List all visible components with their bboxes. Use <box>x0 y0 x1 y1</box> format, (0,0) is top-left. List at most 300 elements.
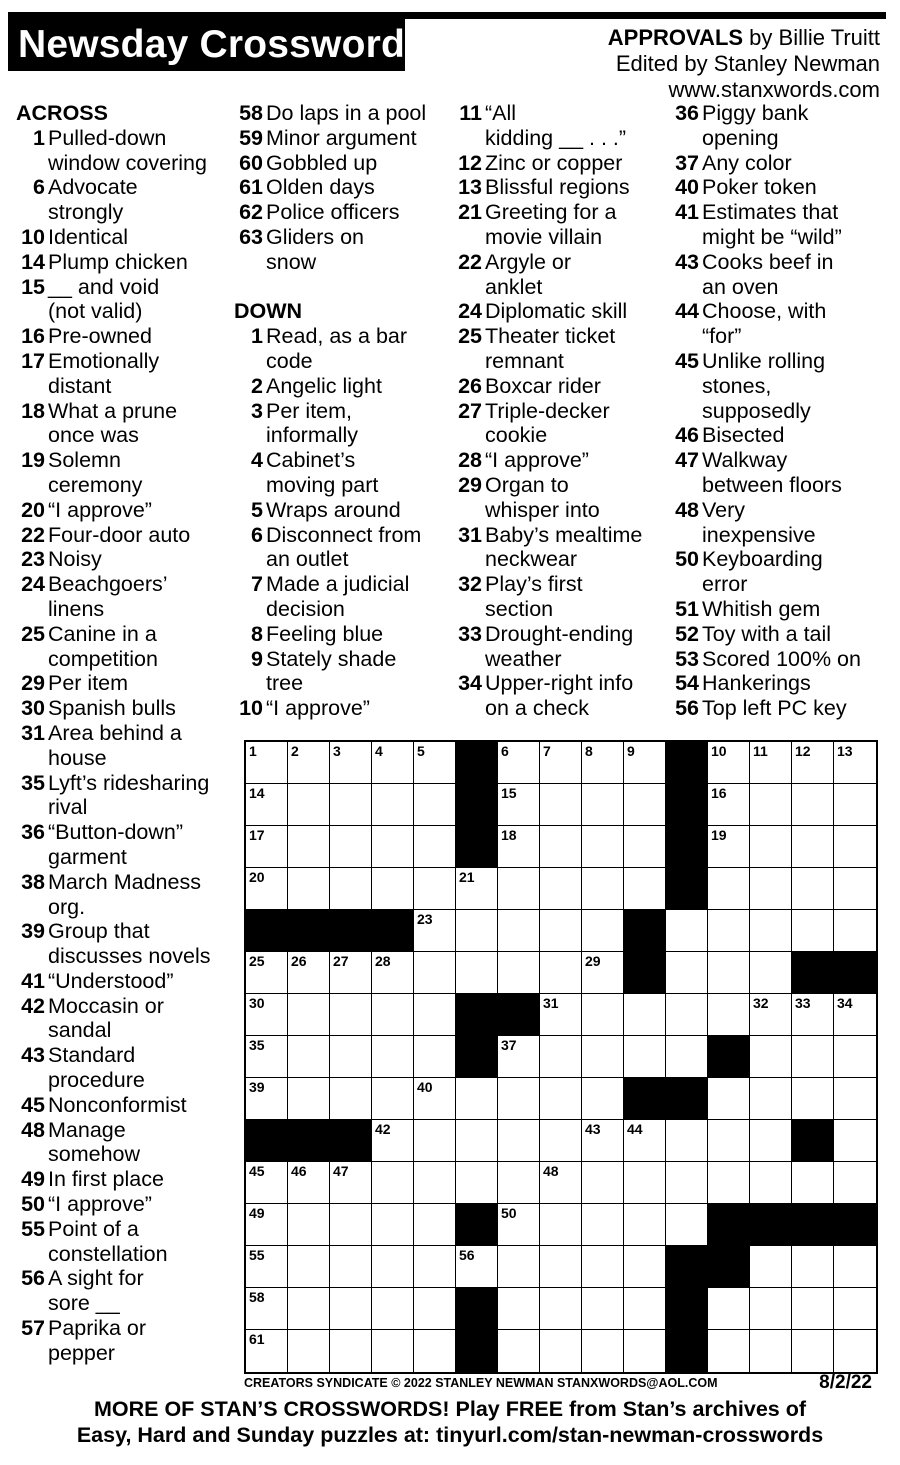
grid-cell[interactable] <box>330 1288 372 1330</box>
grid-cell[interactable] <box>372 868 414 910</box>
grid-cell[interactable] <box>288 742 330 784</box>
grid-cell[interactable] <box>540 1162 582 1204</box>
grid-cell[interactable] <box>372 1120 414 1162</box>
grid-cell[interactable] <box>414 1162 456 1204</box>
grid-cell[interactable] <box>582 1288 624 1330</box>
grid-cell[interactable] <box>750 994 792 1036</box>
cell-number: 57 <box>669 1247 685 1263</box>
black-square <box>708 1036 750 1078</box>
down-clue <box>668 448 888 498</box>
grid-cell[interactable] <box>792 784 834 826</box>
black-square <box>792 1204 834 1246</box>
grid-cell[interactable] <box>540 784 582 826</box>
grid-cell[interactable] <box>330 784 372 826</box>
grid-cell[interactable] <box>498 952 540 994</box>
down-clue <box>232 448 452 498</box>
grid-cell[interactable] <box>246 742 288 784</box>
cell-number: 5 <box>417 743 425 759</box>
across-clue <box>232 175 452 200</box>
clue-text: Any color <box>702 150 792 175</box>
black-square <box>330 1120 372 1162</box>
footer-line-2: Easy, Hard and Sunday puzzles at: tinyurl.com/stan-newman-crosswords <box>76 1423 824 1447</box>
grid-cell[interactable] <box>246 1036 288 1078</box>
grid-cell[interactable] <box>624 742 666 784</box>
grid-cell[interactable] <box>708 1120 750 1162</box>
grid-cell[interactable] <box>372 1036 414 1078</box>
grid-cell[interactable] <box>456 1246 498 1288</box>
across-clue <box>14 696 232 721</box>
clue-text: Theater ticket remnant <box>485 324 616 373</box>
grid-cell[interactable] <box>414 1288 456 1330</box>
down-clue <box>232 622 452 647</box>
across-clue <box>14 399 232 449</box>
grid-cell[interactable] <box>456 1162 498 1204</box>
grid-cell[interactable] <box>414 1078 456 1120</box>
grid-cell[interactable] <box>834 994 876 1036</box>
grid-cell[interactable] <box>330 1330 372 1372</box>
across-clue <box>14 324 232 349</box>
grid-cell[interactable] <box>330 826 372 868</box>
grid-cell[interactable] <box>414 1204 456 1246</box>
grid-cell[interactable] <box>288 952 330 994</box>
down-clue <box>451 671 671 721</box>
grid-cell[interactable] <box>540 1330 582 1372</box>
grid-cell[interactable] <box>414 784 456 826</box>
grid-cell[interactable] <box>414 1246 456 1288</box>
grid-cell[interactable] <box>750 1288 792 1330</box>
down-clue <box>668 175 888 200</box>
grid-cell[interactable] <box>750 1246 792 1288</box>
clue-text: Plump chicken <box>48 249 188 274</box>
grid-cell[interactable] <box>372 1204 414 1246</box>
grid-cell[interactable] <box>246 826 288 868</box>
grid-cell[interactable] <box>372 1078 414 1120</box>
clue-number: 48 <box>21 1117 45 1142</box>
grid-cell[interactable] <box>498 1330 540 1372</box>
black-square <box>834 1204 876 1246</box>
grid-cell[interactable] <box>246 1246 288 1288</box>
clue-number: 43 <box>21 1043 45 1068</box>
cell-number: 41 <box>669 1079 685 1095</box>
grid-cell[interactable] <box>414 742 456 784</box>
grid-cell[interactable] <box>834 826 876 868</box>
grid-cell[interactable] <box>456 910 498 952</box>
clue-number: 7 <box>251 572 263 597</box>
grid-cell[interactable] <box>792 1246 834 1288</box>
grid-cell[interactable] <box>708 1330 750 1372</box>
clue-text: Walkway between floors <box>702 448 842 497</box>
clue-text: Emotionally distant <box>48 348 160 398</box>
black-square <box>708 1204 750 1246</box>
cell-number: 33 <box>795 995 811 1011</box>
grid-cell[interactable] <box>666 994 708 1036</box>
grid-cell[interactable] <box>834 1036 876 1078</box>
grid-cell[interactable] <box>624 1288 666 1330</box>
grid-cell[interactable] <box>792 1036 834 1078</box>
grid-cell[interactable] <box>540 742 582 784</box>
grid-cell[interactable] <box>708 910 750 952</box>
clue-number: 12 <box>458 150 482 175</box>
grid-cell[interactable] <box>750 1120 792 1162</box>
clue-text: Whitish gem <box>702 596 821 621</box>
grid-cell[interactable] <box>834 910 876 952</box>
grid-cell[interactable] <box>582 1036 624 1078</box>
black-square <box>834 952 876 994</box>
grid-cell[interactable] <box>372 742 414 784</box>
down-clue <box>668 622 888 647</box>
grid-cell[interactable] <box>246 784 288 826</box>
grid-cell[interactable] <box>708 994 750 1036</box>
clue-text: Police officers <box>266 200 400 225</box>
clue-number: 55 <box>21 1216 45 1241</box>
grid-cell[interactable] <box>540 910 582 952</box>
grid-cell[interactable] <box>288 868 330 910</box>
grid-cell[interactable] <box>372 1246 414 1288</box>
down-clue <box>668 200 888 250</box>
grid-cell[interactable] <box>246 952 288 994</box>
clue-text: __ and void (not valid) <box>48 274 160 324</box>
cell-number: 7 <box>543 743 551 759</box>
grid-cell[interactable] <box>792 910 834 952</box>
grid-cell[interactable] <box>582 910 624 952</box>
grid-cell[interactable] <box>792 1162 834 1204</box>
grid-cell[interactable] <box>792 826 834 868</box>
clue-text: Spanish bulls <box>48 696 176 721</box>
cell-number: 8 <box>585 743 593 759</box>
grid-cell[interactable] <box>498 910 540 952</box>
cell-number: 39 <box>249 1079 265 1095</box>
clue-number: 24 <box>458 299 482 324</box>
clue-text: A sight for sore __ <box>48 1266 144 1316</box>
grid-cell[interactable] <box>498 1120 540 1162</box>
down-clue <box>232 647 452 697</box>
grid-cell[interactable] <box>246 1330 288 1372</box>
grid-cell[interactable] <box>414 994 456 1036</box>
grid-cell[interactable] <box>498 784 540 826</box>
grid-cell[interactable] <box>498 1204 540 1246</box>
clue-number: 29 <box>458 472 482 497</box>
grid-cell[interactable] <box>330 952 372 994</box>
grid-cell[interactable] <box>708 784 750 826</box>
grid-cell[interactable] <box>624 1246 666 1288</box>
grid-cell[interactable] <box>540 1078 582 1120</box>
grid-cell[interactable] <box>666 1162 708 1204</box>
grid-cell[interactable] <box>708 826 750 868</box>
grid-cell[interactable] <box>666 952 708 994</box>
grid-cell[interactable] <box>414 1330 456 1372</box>
down-clue <box>451 572 671 622</box>
clue-text: “Button-down” garment <box>48 820 184 869</box>
black-square <box>456 1330 498 1372</box>
grid-cell[interactable] <box>792 742 834 784</box>
grid-cell[interactable] <box>540 1036 582 1078</box>
grid-cell[interactable] <box>330 868 372 910</box>
clue-text: Do laps in a pool <box>266 101 427 125</box>
cell-number: 18 <box>501 827 517 843</box>
grid-cell[interactable] <box>582 1204 624 1246</box>
grid-cell[interactable] <box>456 1078 498 1120</box>
grid-cell[interactable] <box>288 1036 330 1078</box>
down-clue <box>451 175 671 200</box>
grid-cell[interactable] <box>288 826 330 868</box>
grid-cell[interactable] <box>708 1078 750 1120</box>
grid-cell[interactable] <box>330 994 372 1036</box>
grid-cell[interactable] <box>582 826 624 868</box>
clue-text: Piggy bank opening <box>702 101 809 150</box>
across-clue <box>14 349 232 399</box>
clue-text: Moccasin or sandal <box>48 993 164 1043</box>
cell-number: 35 <box>249 1037 265 1053</box>
grid-cell[interactable] <box>288 1204 330 1246</box>
grid-cell[interactable] <box>414 868 456 910</box>
grid-cell[interactable] <box>246 1288 288 1330</box>
clue-number: 42 <box>21 993 45 1018</box>
grid-cell[interactable] <box>330 1246 372 1288</box>
grid-cell[interactable] <box>540 994 582 1036</box>
grid-cell[interactable] <box>792 1288 834 1330</box>
cell-number: 4 <box>375 743 383 759</box>
grid-cell[interactable] <box>834 868 876 910</box>
grid-cell[interactable] <box>540 1120 582 1162</box>
grid-cell[interactable] <box>498 1246 540 1288</box>
grid-cell[interactable] <box>456 952 498 994</box>
grid-cell[interactable] <box>456 868 498 910</box>
grid-cell[interactable] <box>498 826 540 868</box>
grid-cell[interactable] <box>750 910 792 952</box>
black-square <box>246 1120 288 1162</box>
grid-cell[interactable] <box>750 952 792 994</box>
clue-number: 25 <box>458 324 482 349</box>
grid-cell[interactable] <box>750 784 792 826</box>
clue-number: 41 <box>675 200 699 225</box>
grid-cell[interactable] <box>330 1036 372 1078</box>
grid-cell[interactable] <box>582 1078 624 1120</box>
grid-cell[interactable] <box>750 1036 792 1078</box>
grid-cell[interactable] <box>624 868 666 910</box>
cell-number: 44 <box>627 1121 643 1137</box>
grid-cell[interactable] <box>372 1162 414 1204</box>
grid-cell[interactable] <box>582 742 624 784</box>
grid-cell[interactable] <box>708 1162 750 1204</box>
grid-cell[interactable] <box>792 994 834 1036</box>
grid-cell[interactable] <box>792 868 834 910</box>
grid-cell[interactable] <box>834 1120 876 1162</box>
black-square <box>498 994 540 1036</box>
grid-cell[interactable] <box>624 994 666 1036</box>
grid-cell[interactable] <box>750 826 792 868</box>
cell-number: 31 <box>543 995 559 1011</box>
black-square <box>666 784 708 826</box>
website: www.stanxwords.com <box>668 77 880 102</box>
clue-number: 30 <box>21 696 45 721</box>
grid-cell[interactable] <box>750 1078 792 1120</box>
grid-cell[interactable] <box>708 742 750 784</box>
grid-cell[interactable] <box>792 1078 834 1120</box>
grid-cell[interactable] <box>330 1204 372 1246</box>
grid-cell[interactable] <box>246 994 288 1036</box>
clue-number: 16 <box>21 324 45 349</box>
grid-cell[interactable] <box>288 1246 330 1288</box>
clue-number: 17 <box>21 348 45 373</box>
grid-cell[interactable] <box>498 1036 540 1078</box>
grid-cell[interactable] <box>582 1330 624 1372</box>
puzzle-title-line <box>608 25 880 51</box>
grid-cell[interactable] <box>624 1204 666 1246</box>
clue-number: 31 <box>21 720 45 745</box>
grid-cell[interactable] <box>582 784 624 826</box>
grid-cell[interactable] <box>540 1204 582 1246</box>
grid-cell[interactable] <box>834 1162 876 1204</box>
grid-cell[interactable] <box>582 1120 624 1162</box>
grid-cell[interactable] <box>456 1120 498 1162</box>
grid-cell[interactable] <box>498 1162 540 1204</box>
grid-cell[interactable] <box>498 868 540 910</box>
grid-cell[interactable] <box>246 868 288 910</box>
grid-cell[interactable] <box>540 1246 582 1288</box>
grid-cell[interactable] <box>792 1330 834 1372</box>
grid-cell[interactable] <box>372 1288 414 1330</box>
grid-cell[interactable] <box>750 1330 792 1372</box>
grid-cell[interactable] <box>582 994 624 1036</box>
grid-cell[interactable] <box>540 868 582 910</box>
clue-text: Top left PC key <box>702 696 847 721</box>
grid-cell[interactable] <box>414 1036 456 1078</box>
down-clue <box>668 547 888 597</box>
black-square <box>666 1246 708 1288</box>
black-square <box>666 742 708 784</box>
grid-cell[interactable] <box>666 1204 708 1246</box>
across-clue <box>14 1043 232 1093</box>
cell-number: 29 <box>585 953 601 969</box>
cell-number: 43 <box>585 1121 601 1137</box>
clue-number: 37 <box>675 150 699 175</box>
grid-cell[interactable] <box>540 1288 582 1330</box>
grid-cell[interactable] <box>708 952 750 994</box>
across-clue <box>232 225 452 275</box>
grid-cell[interactable] <box>582 1162 624 1204</box>
grid-cell[interactable] <box>372 994 414 1036</box>
clue-text: Four-door auto <box>48 522 191 547</box>
clue-number: 48 <box>675 497 699 522</box>
down-clue <box>232 572 452 622</box>
grid-cell[interactable] <box>288 1078 330 1120</box>
grid-cell[interactable] <box>498 1078 540 1120</box>
grid-cell[interactable] <box>246 1204 288 1246</box>
grid-cell[interactable] <box>708 1288 750 1330</box>
clue-number: 2 <box>251 373 263 398</box>
clue-text: Unlike rolling stones, supposedly <box>702 348 826 423</box>
grid-cell[interactable] <box>708 868 750 910</box>
crossword-grid <box>244 740 878 1374</box>
grid-cell[interactable] <box>288 784 330 826</box>
clue-text: Blissful regions <box>485 175 630 200</box>
grid-cell[interactable] <box>540 826 582 868</box>
grid-cell[interactable] <box>624 784 666 826</box>
grid-cell[interactable] <box>624 1036 666 1078</box>
grid-cell[interactable] <box>624 1162 666 1204</box>
grid-cell[interactable] <box>414 910 456 952</box>
cell-number: 55 <box>249 1247 265 1263</box>
grid-cell[interactable] <box>288 1288 330 1330</box>
clue-text: Gliders on snow <box>266 224 364 274</box>
grid-cell[interactable] <box>834 742 876 784</box>
grid-cell[interactable] <box>582 1246 624 1288</box>
down-clue <box>668 423 888 448</box>
black-square <box>246 910 288 952</box>
cell-number: 1 <box>249 743 257 759</box>
black-square <box>456 1036 498 1078</box>
cell-number: 23 <box>417 911 433 927</box>
across-clue <box>14 721 232 771</box>
black-square <box>624 1078 666 1120</box>
grid-cell[interactable] <box>330 1078 372 1120</box>
grid-cell[interactable] <box>666 1036 708 1078</box>
grid-cell[interactable] <box>624 1330 666 1372</box>
down-clue <box>668 647 888 672</box>
cell-number: 61 <box>249 1331 265 1347</box>
grid-cell[interactable] <box>372 952 414 994</box>
clue-text: “All kidding __ . . .” <box>485 101 627 150</box>
grid-cell[interactable] <box>750 1162 792 1204</box>
clue-number: 56 <box>675 696 699 721</box>
cell-number: 50 <box>501 1205 517 1221</box>
grid-cell[interactable] <box>288 1162 330 1204</box>
grid-cell[interactable] <box>750 742 792 784</box>
clue-text: Cabinet’s moving part <box>266 448 379 497</box>
clue-text: Scored 100% on <box>702 646 861 671</box>
grid-cell[interactable] <box>834 1288 876 1330</box>
grid-cell[interactable] <box>834 784 876 826</box>
grid-cell[interactable] <box>750 868 792 910</box>
grid-cell[interactable] <box>372 784 414 826</box>
grid-cell[interactable] <box>582 868 624 910</box>
down-clue <box>668 349 888 423</box>
grid-cell[interactable] <box>624 826 666 868</box>
down-clue <box>668 671 888 696</box>
grid-cell[interactable] <box>666 1120 708 1162</box>
grid-cell[interactable] <box>834 1246 876 1288</box>
grid-cell[interactable] <box>834 1330 876 1372</box>
clue-number: 11 <box>459 101 482 125</box>
clue-number: 45 <box>21 1092 45 1117</box>
grid-cell[interactable] <box>498 742 540 784</box>
down-clue <box>451 399 671 449</box>
grid-cell[interactable] <box>498 1288 540 1330</box>
black-square <box>708 1246 750 1288</box>
grid-cell[interactable] <box>372 1330 414 1372</box>
clue-text: Pre-owned <box>48 324 152 349</box>
grid-cell[interactable] <box>372 826 414 868</box>
clue-number: 6 <box>33 175 45 200</box>
grid-cell[interactable] <box>624 1120 666 1162</box>
grid-cell[interactable] <box>414 1120 456 1162</box>
grid-cell[interactable] <box>330 1162 372 1204</box>
grid-cell[interactable] <box>246 1078 288 1120</box>
grid-cell[interactable] <box>834 1078 876 1120</box>
grid-cell[interactable] <box>414 826 456 868</box>
grid-cell[interactable] <box>288 1330 330 1372</box>
grid-cell[interactable] <box>582 952 624 994</box>
grid-cell[interactable] <box>666 910 708 952</box>
across-clue <box>14 1167 232 1192</box>
grid-cell[interactable] <box>246 1162 288 1204</box>
grid-cell[interactable] <box>330 742 372 784</box>
grid-cell[interactable] <box>540 952 582 994</box>
grid-cell[interactable] <box>288 994 330 1036</box>
clue-number: 62 <box>239 200 263 225</box>
grid-cell[interactable] <box>414 952 456 994</box>
black-square <box>456 1288 498 1330</box>
